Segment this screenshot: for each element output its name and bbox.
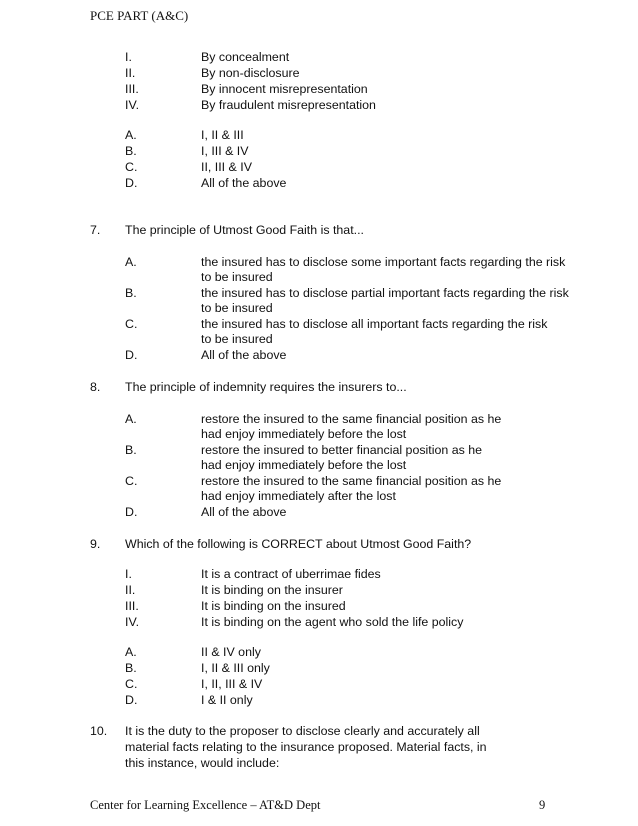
option-text-cont: to be insured <box>201 332 273 346</box>
statement-label: I. <box>125 567 132 581</box>
statement-text: It is a contract of uberrimae fides <box>201 567 381 581</box>
question-number: 8. <box>90 380 101 394</box>
page-footer: Center for Learning Excellence – AT&D Dept <box>90 798 321 812</box>
option-label: A. <box>125 412 137 426</box>
question-text-cont: material facts relating to the insurance proposed. Material facts, in <box>125 740 487 754</box>
statement-text: By non-disclosure <box>201 66 300 80</box>
question-text: The principle of indemnity requires the insurers to... <box>125 380 407 394</box>
option-text: restore the insured to better financial position as he <box>201 443 483 457</box>
option-text-cont: had enjoy immediately before the lost <box>201 427 407 441</box>
statement-text: It is binding on the insurer <box>201 583 343 597</box>
statement-label: IV. <box>125 615 140 629</box>
statement-label: II. <box>125 66 136 80</box>
option-label: B. <box>125 144 137 158</box>
page-header: PCE PART (A&C) <box>90 8 189 23</box>
option-text: I, II, III & IV <box>201 677 263 691</box>
option-text: the insured has to disclose some important facts regarding the risk <box>201 255 566 269</box>
option-text: restore the insured to the same financial position as he <box>201 412 502 426</box>
option-text: All of the above <box>201 176 287 190</box>
option-label: A. <box>125 128 137 142</box>
option-label: C. <box>125 677 138 691</box>
question-number: 7. <box>90 223 101 237</box>
option-text-cont: to be insured <box>201 270 273 284</box>
option-text: All of the above <box>201 505 287 519</box>
statement-label: I. <box>125 50 132 64</box>
statement-label: III. <box>125 599 139 613</box>
question-number: 9. <box>90 537 101 551</box>
option-text-cont: to be insured <box>201 301 273 315</box>
option-text: All of the above <box>201 348 287 362</box>
statement-label: IV. <box>125 98 140 112</box>
option-label: A. <box>125 645 137 659</box>
statement-label: III. <box>125 82 139 96</box>
statement-text: It is binding on the insured <box>201 599 346 613</box>
option-label: D. <box>125 176 138 190</box>
option-label: C. <box>125 474 138 488</box>
option-text: the insured has to disclose partial important facts regarding the risk <box>201 286 569 300</box>
question-text: The principle of Utmost Good Faith is that... <box>125 223 364 237</box>
option-label: D. <box>125 693 138 707</box>
option-text: I & II only <box>201 693 253 707</box>
option-label: C. <box>125 317 138 331</box>
option-label: D. <box>125 505 138 519</box>
statement-text: By concealment <box>201 50 290 64</box>
option-text-cont: had enjoy immediately after the lost <box>201 489 396 503</box>
option-label: B. <box>125 286 137 300</box>
option-label: C. <box>125 160 138 174</box>
question-text: Which of the following is CORRECT about Utmost Good Faith? <box>125 537 472 551</box>
option-label: B. <box>125 443 137 457</box>
option-label: B. <box>125 661 137 675</box>
statement-text: By fraudulent misrepresentation <box>201 98 376 112</box>
statement-text: It is binding on the agent who sold the life policy <box>201 615 464 629</box>
option-text: I, II & III <box>201 128 244 142</box>
option-text: I, III & IV <box>201 144 249 158</box>
option-label: D. <box>125 348 138 362</box>
option-text: I, II & III only <box>201 661 270 675</box>
statement-label: II. <box>125 583 136 597</box>
question-number: 10. <box>90 724 108 738</box>
page-number: 9 <box>539 798 546 812</box>
option-text: II & IV only <box>201 645 261 659</box>
option-text-cont: had enjoy immediately before the lost <box>201 458 407 472</box>
option-text: restore the insured to the same financial position as he <box>201 474 502 488</box>
option-text: the insured has to disclose all important facts regarding the risk <box>201 317 548 331</box>
question-text-cont: this instance, would include: <box>125 756 280 770</box>
option-text: II, III & IV <box>201 160 252 174</box>
statement-text: By innocent misrepresentation <box>201 82 368 96</box>
question-text: It is the duty to the proposer to disclose clearly and accurately all <box>125 724 480 738</box>
option-label: A. <box>125 255 137 269</box>
